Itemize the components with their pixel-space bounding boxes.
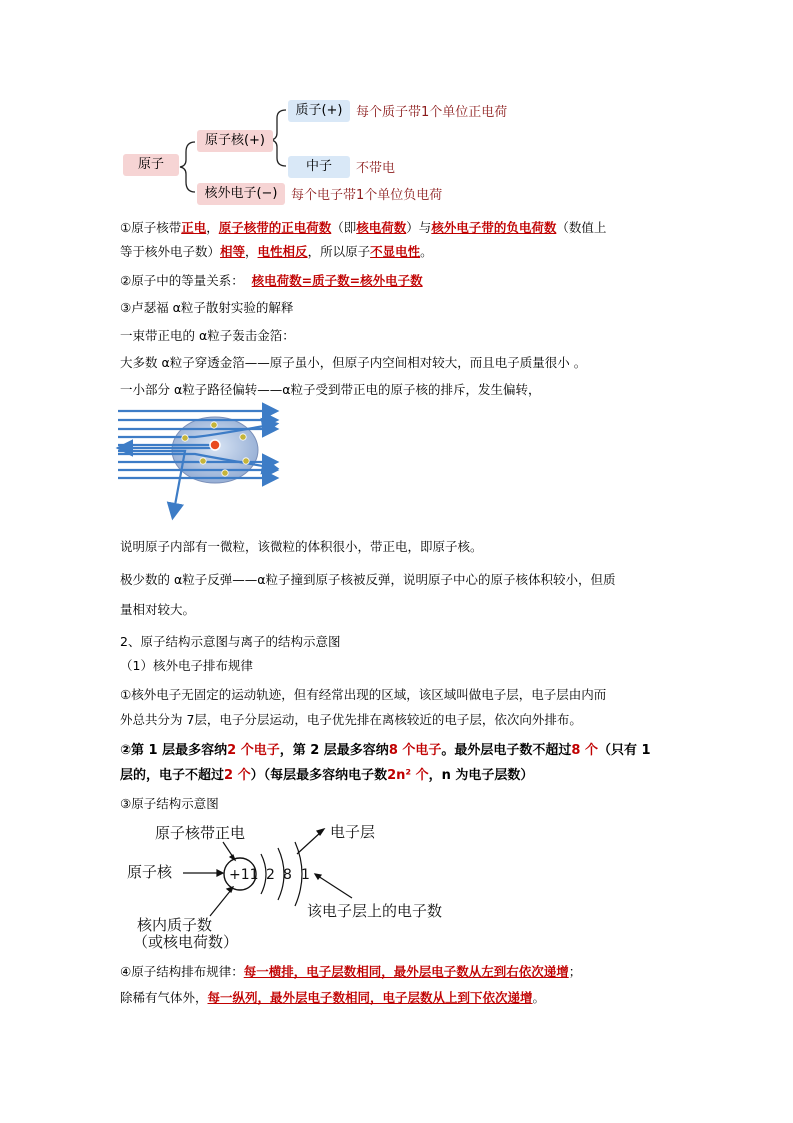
text: 。 [532,990,546,1005]
nucleus [210,440,220,450]
electron-box: 核外电子(−) [197,183,285,205]
label-nucleus-charge: 原子核带正电 [155,824,246,842]
proton-box: 质子(+) [288,100,350,122]
paragraph-nucleus-charge-2 [120,242,433,262]
text-rule-2a [120,741,651,761]
heading-section-2: 2、原子结构示意图与离子的结构示意图 [120,634,341,649]
text: ② [120,743,132,758]
heading-atom-structure-diagram: ③原子结构示意图 [120,796,219,811]
atom-box: 原子 [123,154,179,176]
highlight-nuclear-charge: 核电荷数 [356,220,407,235]
text: 层的，电子不超过 [120,768,225,783]
highlight-nucleus-positive-charge: 原子核带的正电荷数 [218,220,332,235]
text-few-rebound-2: 量相对较大。 [120,602,196,617]
nucleus-value: +11 [229,867,259,883]
electron-desc: 每个电子带1个单位负电荷 [291,188,443,203]
text-rule-5 [120,988,545,1008]
label-shell-electrons: 该电子层上的电子数 [307,902,443,920]
highlight-neutral: 不显电性 [370,244,421,259]
highlight-electron-negative-charge: 核外电子带的负电荷数 [431,220,557,235]
text-most-pass: 大多数 α粒子穿透金箔——原子虽小，但原子内空间相对较大，而且电子质量很小 。 [120,355,587,370]
text-nucleus-conclusion: 说明原子内部有一微粒，该微粒的体积很小，带正电，即原子核。 [120,539,483,554]
text: ， [245,244,258,259]
paragraph-equal-relation [120,271,423,291]
text: 。最外层电子数不超过 [441,743,572,758]
highlight-equal: 相等 [220,244,246,259]
text: 等于核外电子数） [120,244,221,259]
highlight-2n2: 2n² 个 [387,768,429,783]
text: （只有 1 [597,743,651,758]
text-alpha-beam: 一束带正电的 α粒子轰击金箔： [120,328,295,343]
atomic-structure-diagram [115,818,475,953]
text: 第 1 层最多容纳 [131,743,228,758]
text-some-deflect: 一小部分 α粒子路径偏转——α粒子受到带正电的原子核的排斥，发生偏转， [120,382,541,397]
text: ②原子中的等量关系： [120,273,244,288]
text: ， [206,220,219,235]
text: ①原子核带 [120,220,182,235]
highlight-8-electrons: 8 个电子 [388,743,442,758]
text: ，n 为电子层数） [428,768,534,783]
text-rule-2b [120,766,533,786]
shell-1-electrons: 2 [266,867,275,883]
text-rule-1a: ①核外电子无固定的运动轨迹，但有经常出现的区域，该区域叫做电子层，电子层由内而 [120,687,607,702]
text: 除稀有气体外， [120,990,208,1005]
text: ④原子结构排布规律： [120,964,244,979]
highlight-equation: 核电荷数=质子数=核外电子数 [251,273,423,288]
heading-rutherford: ③卢瑟福 α粒子散射实验的解释 [120,300,294,315]
highlight-rows: 每一横排，电子层数相同，最外层电子数从左到右依次递增 [243,964,569,979]
heading-electron-rules: （1）核外电子排布规律 [120,658,253,673]
text-rule-4 [120,962,581,982]
text-few-rebound-1: 极少数的 α粒子反弹——α粒子撞到原子核被反弹，说明原子中心的原子核体积较小，但质 [120,572,616,587]
label-nucleus: 原子核 [127,863,173,881]
highlight-positive: 正电 [181,220,207,235]
text: ）与 [406,220,432,235]
text: （即 [331,220,357,235]
label-electron-shell: 电子层 [330,823,376,841]
text: 。 [420,244,433,259]
text: ； [568,964,582,979]
highlight-2-electrons: 2 个电子 [227,743,280,758]
highlight-2: 2 个 [224,768,251,783]
paragraph-nucleus-charge-1 [120,218,606,238]
highlight-columns: 每一纵列，最外层电子数相同，电子层数从上到下依次递增 [207,990,533,1005]
text: （数值上 [556,220,607,235]
label-proton-count: 核内质子数 [137,916,213,934]
nucleus-box: 原子核(+) [197,130,273,152]
text: （每层最多容纳电子数 [263,768,388,783]
text: ，所以原子 [307,244,371,259]
neutron-box: 中子 [288,156,350,178]
text: ） [250,768,264,783]
shell-3-electrons: 1 [301,867,310,883]
highlight-opposite: 电性相反 [257,244,308,259]
label-or-nuclear-charge: （或核电荷数） [133,933,239,951]
proton-desc: 每个质子带1个单位正电荷 [356,105,508,120]
rutherford-scattering-diagram [115,400,285,525]
highlight-8: 8 个 [571,743,598,758]
neutron-desc: 不带电 [356,161,396,176]
shell-2-electrons: 8 [283,867,292,883]
text-rule-1b: 外总共分为 7层，电子分层运动，电子优先排在离核较近的电子层，依次向外排布。 [120,712,582,727]
text: ，第 2 层最多容纳 [279,743,389,758]
